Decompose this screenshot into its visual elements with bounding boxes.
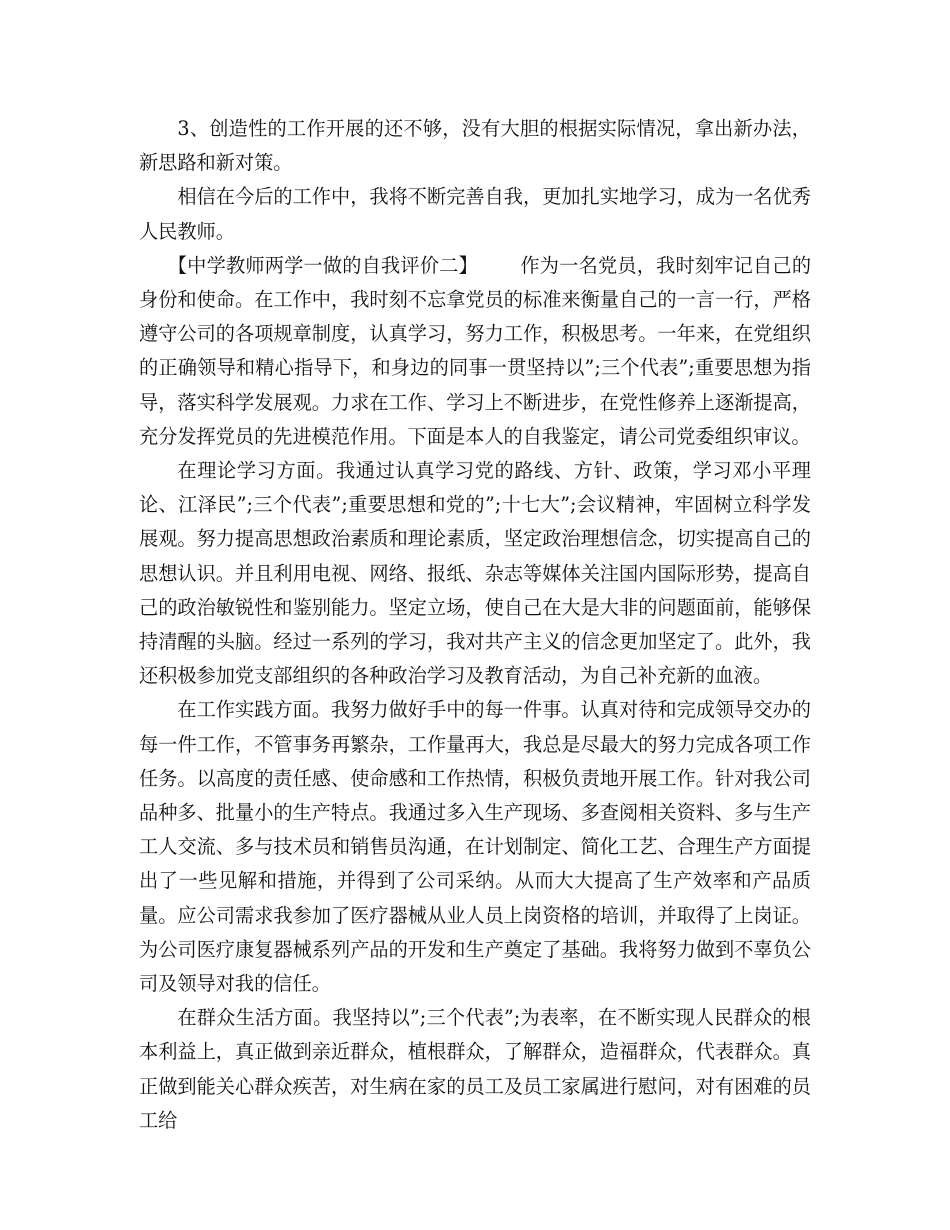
paragraph-work-practice [139, 693, 811, 1001]
paragraph-text: 3、创造性的工作开展的还不够，没有大胆的根据实际情况，拿出新办法，新思路和新对策。 [139, 117, 811, 175]
paragraph-text: 在理论学习方面。我通过认真学习党的路线、方针、政策，学习邓小平理论、江泽民”;三个代表”;重要思想和党的”;十七大”;会议精神，牢固树立科学发展观。努力提高思想政治素质和理论素质，坚定政治理想信念，切实提高自己的思想认识。并且利用电视、网络、报纸、杂志等媒体关注国内国际形势，提高自己的政治敏锐性和鉴别能力。坚定立场，使自己在大是大非的问题面前，能够保持清醒的头脑。经过一系列的学习，我对共产主义的信念更加坚定了。此外，我还积极参加党支部组织的各种政治学习及教育活动，为自己补充新的血液。 [139, 459, 811, 688]
paragraph-text: 作为一名党员，我时刻牢记自己的身份和使命。在工作中，我时刻不忘拿党员的标准来衡量自己的一言一行，严格遵守公司的各项规章制度，认真学习，努力工作，积极思考。一年来，在党组织的正确领导和精心指导下，和身边的同事一贯坚持以”;三个代表”;重要思想为指导，落实科学发展观。力求在工作、学习上不断进步，在党性修养上逐渐提高，充分发挥党员的先进模范作用。下面是本人的自我鉴定，请公司党委组织审议。 [139, 253, 812, 448]
paragraph-text: 在群众生活方面。我坚持以”;三个代表”;为表率，在不断实现人民群众的根本利益上，真正做到亲近群众，植根群众，了解群众，造福群众，代表群众。真正做到能关心群众疾苦，对生病在家的员工及员工家属进行慰问，对有困难的员工给 [139, 1006, 811, 1132]
paragraph-theory-study [139, 454, 811, 693]
document-page [139, 112, 811, 1138]
paragraph-mass-life [139, 1001, 811, 1138]
paragraph-self-improvement [139, 180, 811, 248]
paragraph-text: 在工作实践方面。我努力做好手中的每一件事。认真对待和完成领导交办的每一件工作，不管事务再繁杂，工作量再大，我总是尽最大的努力完成各项工作任务。以高度的责任感、使命感和工作热情，积极负责地开展工作。针对我公司品种多、批量小的生产特点。我通过多入生产现场、多查阅相关资料、多与生产工人交流、多与技术员和销售员沟通，在计划制定、简化工艺、合理生产方面提出了一些见解和措施，并得到了公司采纳。从而大大提高了生产效率和产品质量。应公司需求我参加了医疗器械从业人员上岗资格的培训，并取得了上岗证。为公司医疗康复器械系列产品的开发和生产奠定了基础。我将努力做到不辜负公司及领导对我的信任。 [139, 698, 811, 996]
section-heading: 【中学教师两学一做的自我评价二】 [167, 253, 478, 277]
paragraph-creativity [139, 112, 811, 180]
paragraph-text: 相信在今后的工作中，我将不断完善自我，更加扎实地学习，成为一名优秀人民教师。 [139, 185, 811, 243]
paragraph-party-member [139, 249, 811, 454]
